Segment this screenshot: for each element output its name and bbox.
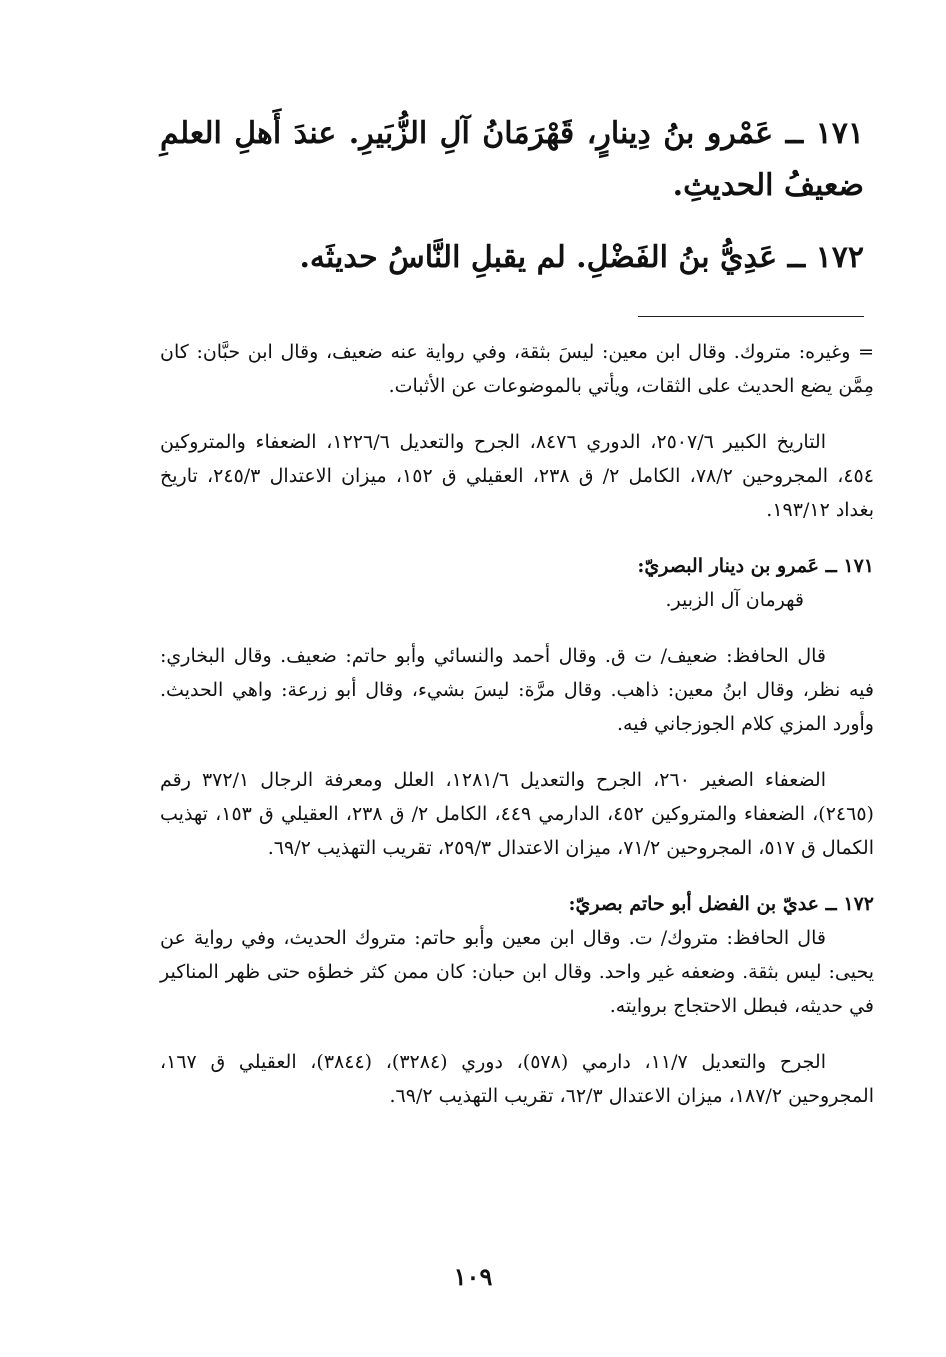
- footnote-172-body: قال الحافظ: متروك/ ت. وقال ابن معين وأبو حاتم: متروك الحديث، وفي رواية عن يحيى: ليس بثقة. وضعفه غير واحد. وقال ابن حبان: كان ممن كثر خطؤه حتى ظهر المناكير في حديثه، فبطل الاحتجاج بروايته.: [160, 927, 874, 1017]
- footnote-171-references: الضعفاء الصغير ٢٦٠، الجرح والتعديل ١٢٨١/٦، العلل ومعرفة الرجال ٣٧٢/١ رقم (٢٤٦٥)، الضعفاء والمتروكين ٤٥٢، الدارمي ٤٤٩، الكامل ٢/ ق ٢٣٨، العقيلي ق ١٥٣، تهذيب الكمال ق ٥١٧، المجروحين ٧١/٢، ميزان الاعتدال ٢٥٩/٣، تقريب التهذيب ٦٩/٢.: [160, 769, 874, 859]
- footnote-prev-continuation: = وغيره: متروك. وقال ابن معين: ليسَ بثقة، وفي رواية عنه ضعيف، وقال ابن حبَّان: كان مِمَّن يضع الحديث على الثقات، ويأتي بالموضوعات عن الأثبات.: [160, 341, 874, 397]
- footnote-prev-references: التاريخ الكبير ٢٥٠٧/٦، الدوري ٨٤٧٦، الجرح والتعديل ١٢٢٦/٦، الضعفاء والمتروكين ٤٥٤، المجروحين ٧٨/٢، الكامل ٢/ ق ٢٣٨، العقيلي ق ١٥٢، ميزان الاعتدال ٢٤٥/٣، تاريخ بغداد ١٩٣/١٢.: [160, 431, 874, 521]
- footnotes: [160, 335, 874, 1135]
- footnote-172-references: الجرح والتعديل ١١/٧، دارمي (٥٧٨)، دوري (٣٢٨٤)، (٣٨٤٤)، العقيلي ق ١٦٧، المجروحين ١٨٧/٢، ميزان الاعتدال ٦٢/٣، تقريب التهذيب ٦٩/٢.: [160, 1051, 874, 1107]
- entry-171: ١٧١ ــ عَمْرو بنُ دِينارٍ، قَهْرَمَانُ آلِ الزُّبَيرِ. عندَ أَهلِ العلمِ ضعيفُ الحديثِ.: [160, 116, 864, 203]
- page-number: ١٠٩: [453, 1262, 493, 1291]
- entry-172: ١٧٢ ــ عَدِيُّ بنُ الفَضْلِ. لم يقبلِ النَّاسُ حديثَه.: [299, 240, 864, 275]
- footnote-171-body: قال الحافظ: ضعيف/ ت ق. وقال أحمد والنسائي وأبو حاتم: ضعيف. وقال البخاري: فيه نظر، وقال ابنُ معين: ذاهب. وقال مرَّة: ليسَ بشيء، وقال أبو زرعة: واهي الحديث. وأورد المزي كلام الجوزجاني فيه.: [160, 645, 874, 735]
- footnote-171-subtitle: قهرمان آل الزبير.: [665, 589, 804, 611]
- footnote-172-title: ١٧٢ ــ عديّ بن الفضل أبو حاتم بصريّ:: [568, 893, 874, 915]
- main-text: [160, 108, 864, 304]
- footnote-separator: [638, 316, 864, 317]
- footnote-171-title: ١٧١ ــ عَمرو بن دينار البصريّ:: [637, 555, 874, 577]
